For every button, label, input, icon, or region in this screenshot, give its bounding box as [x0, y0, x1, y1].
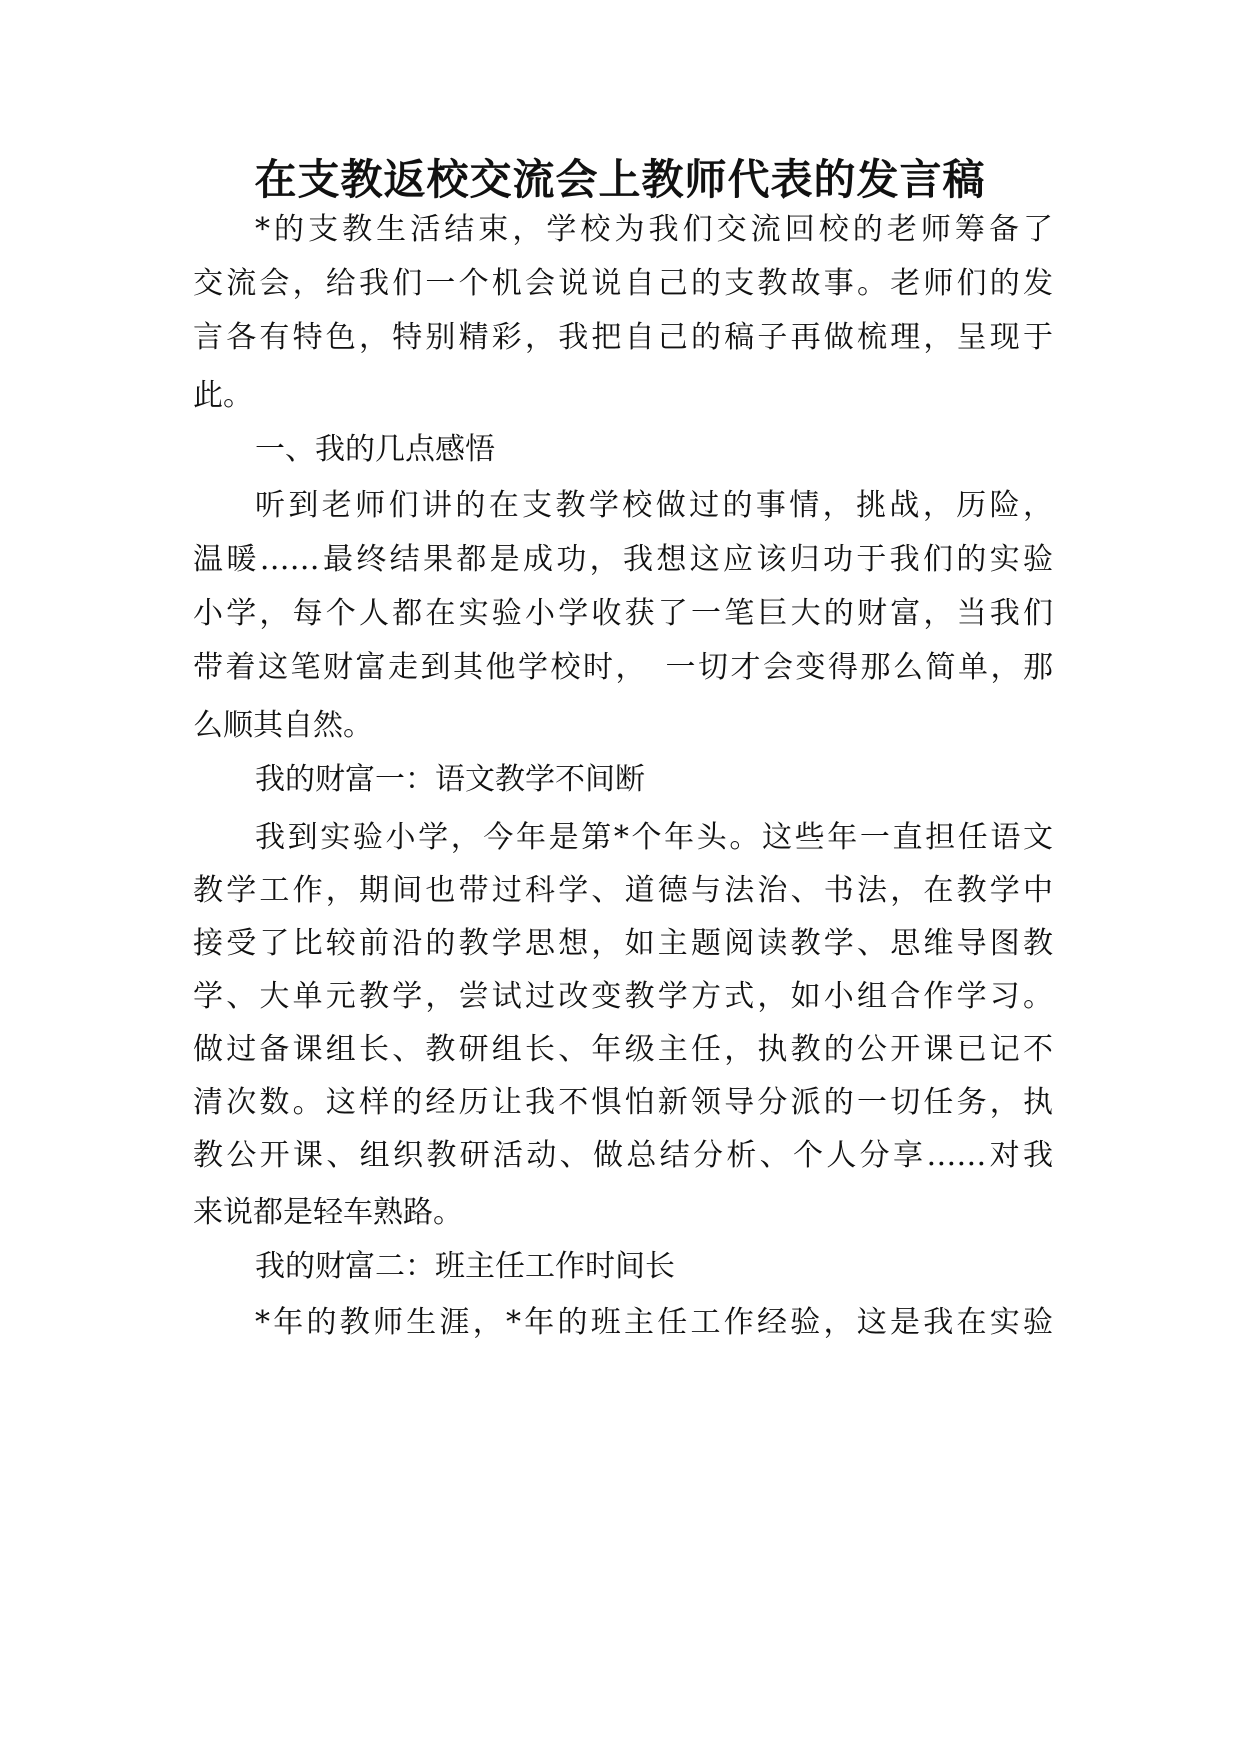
paragraph-line: 来说都是轻车熟路。 — [193, 1195, 463, 1230]
paragraph-line: 言各有特色，特别精彩，我把自己的稿子再做梳理，呈现于 — [193, 320, 1053, 355]
paragraph-line: 此。 — [193, 378, 253, 413]
paragraph-line: 清次数。这样的经历让我不惧怕新领导分派的一切任务，执 — [193, 1085, 1053, 1120]
paragraph-line: 小学，每个人都在实验小学收获了一笔巨大的财富，当我们 — [193, 596, 1053, 631]
paragraph-line: 教学工作，期间也带过科学、道德与法治、书法，在教学中 — [193, 873, 1053, 908]
paragraph-line: *的支教生活结束，学校为我们交流回校的老师筹备了 — [255, 212, 1053, 247]
paragraph-line: 么顺其自然。 — [193, 708, 373, 743]
paragraph-line: 交流会，给我们一个机会说说自己的支教故事。老师们的发 — [193, 266, 1053, 301]
section-heading: 我的财富二：班主任工作时间长 — [255, 1249, 675, 1284]
paragraph-line: 温暖……最终结果都是成功，我想这应该归功于我们的实验 — [193, 542, 1053, 577]
paragraph-line: *年的教师生涯，*年的班主任工作经验，这是我在实验 — [255, 1305, 1053, 1340]
section-heading: 一、我的几点感悟 — [255, 432, 495, 467]
paragraph-line: 听到老师们讲的在支教学校做过的事情，挑战，历险， — [255, 488, 1053, 523]
paragraph-line: 我到实验小学，今年是第*个年头。这些年一直担任语文 — [255, 820, 1053, 855]
paragraph-line: 带着这笔财富走到其他学校时， 一切才会变得那么简单，那 — [193, 650, 1053, 685]
paragraph-line: 接受了比较前沿的教学思想，如主题阅读教学、思维导图教 — [193, 926, 1053, 961]
section-heading: 我的财富一：语文教学不间断 — [255, 762, 645, 797]
paragraph-line: 做过备课组长、教研组长、年级主任，执教的公开课已记不 — [193, 1032, 1053, 1067]
paragraph-line: 学、大单元教学，尝试过改变教学方式，如小组合作学习。 — [193, 979, 1053, 1014]
document-title: 在支教返校交流会上教师代表的发言稿 — [254, 155, 986, 204]
paragraph-line: 教公开课、组织教研活动、做总结分析、个人分享……对我 — [193, 1138, 1053, 1173]
